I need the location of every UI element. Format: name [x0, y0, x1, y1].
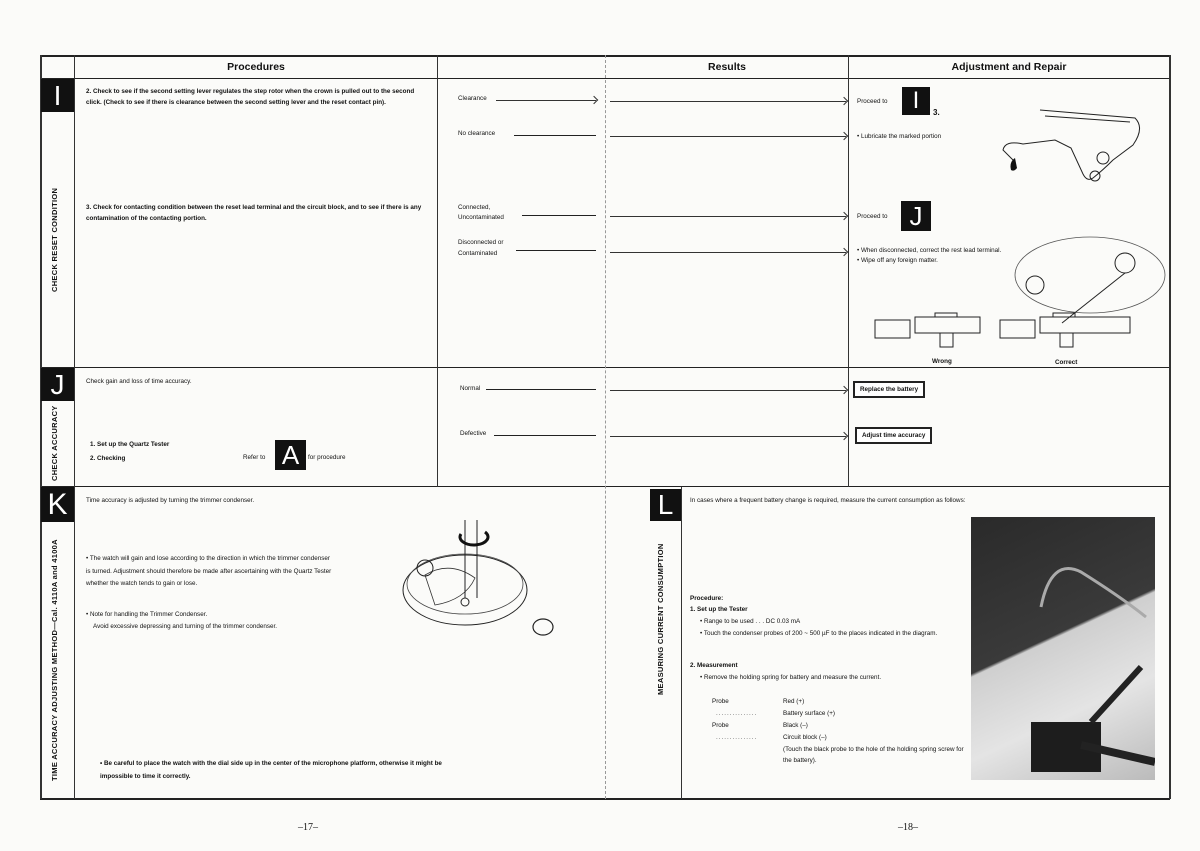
section-l-label-divider	[681, 487, 682, 799]
arrow-disconnected	[610, 252, 846, 253]
line-normal	[486, 389, 596, 390]
line-defective	[494, 435, 596, 436]
replace-battery-box: Replace the battery	[853, 381, 925, 398]
probe-black-note: (Touch the black probe to the hole of the holding spring screw for the battery).	[783, 746, 964, 764]
page-number-right: –18–	[898, 822, 918, 833]
current-measurement-photo	[971, 517, 1155, 780]
procedure-k-intro: Time accuracy is adjusted by turning the trimmer condenser.	[86, 497, 255, 504]
adjust-lubricate: • Lubricate the marked portion	[857, 133, 942, 140]
diagram-label-correct: Correct	[1055, 359, 1078, 366]
left-border	[40, 55, 42, 799]
line-disconnected	[516, 250, 596, 251]
line-no-clearance	[514, 135, 596, 136]
procedure-i-step-3: 3. Check for contacting condition between the reset lead terminal and the circuit block, and to see if there is any contamination of the contacting portion.	[86, 204, 422, 222]
section-badge-k: K	[41, 487, 74, 522]
procedure-k-bullet-1: • The watch will gain and lose according to the direction in which the trimmer condenser is turned. Adjustment should therefore be made after ascertaining with the Quartz Tester whether the watch tends to gain or lose.	[86, 555, 332, 587]
section-label-current-consumption: MEASURING CURRENT CONSUMPTION	[656, 543, 665, 696]
result-connected-1: Connected,	[458, 204, 491, 211]
lever-diagram	[995, 100, 1145, 185]
line-connected	[522, 215, 596, 216]
procedure-i-step-2: 2. Check to see if the second setting lever regulates the step rotor when the crown is pulled out to the second click. (Check to see if there is clearance between the second setting lever and the reset contact pin).	[86, 88, 415, 106]
diagram-label-wrong: Wrong	[932, 358, 952, 365]
proceed-badge-j[interactable]: J	[901, 201, 931, 231]
section-badge-i: I	[41, 79, 74, 112]
trimmer-condenser-diagram	[395, 520, 575, 640]
procedure-result-divider	[437, 55, 438, 487]
label-column-divider	[74, 55, 75, 799]
right-border	[1169, 55, 1171, 799]
line-clearance	[496, 100, 596, 101]
procedure-l-step-2: 2. Measurement	[690, 662, 738, 669]
proceed-badge-i[interactable]: I	[902, 87, 930, 115]
arrow-connected	[610, 216, 846, 217]
probe-black-target: Circuit block (–)	[783, 734, 827, 741]
probe-red-value: Red (+)	[783, 698, 805, 705]
procedure-l-step-1: 1. Set up the Tester	[690, 606, 748, 613]
proceed-step-3: 3.	[933, 108, 940, 117]
procedure-l-title: Procedure:	[690, 595, 724, 602]
movement-contact-diagram	[870, 235, 1170, 365]
procedure-l-intro: In cases where a frequent battery change is required, measure the current consumption as follows:	[690, 497, 966, 504]
adjust-wipe: • Wipe off any foreign matter.	[857, 257, 938, 264]
result-clearance: Clearance	[458, 95, 487, 102]
header-results: Results	[708, 61, 746, 73]
procedure-k-caution: • Be careful to place the watch with the dial side up in the center of the microphone platform, otherwise it might be impossible to time it correctly.	[100, 760, 442, 780]
arrow-no-clearance	[610, 136, 846, 137]
probe-black-label: Probe	[712, 722, 729, 729]
procedure-k-bullet-2: • Note for handling the Trimmer Condenser.	[86, 611, 208, 618]
result-disconnected-1: Disconnected or	[458, 239, 504, 246]
probe-red-target: Battery surface (+)	[783, 710, 835, 717]
procedure-j-step-1: 1. Set up the Quartz Tester	[90, 441, 170, 448]
section-label-time-accuracy: TIME ACCURACY ADJUSTING METHOD—Cal. 4110A and 4100A	[50, 539, 59, 781]
result-no-clearance: No clearance	[458, 130, 496, 137]
procedure-l-remove: • Remove the holding spring for battery and measure the current.	[700, 674, 882, 681]
arrow-normal	[610, 390, 846, 391]
arrow-defective	[610, 436, 846, 437]
section-label-check-accuracy: CHECK ACCURACY	[50, 405, 59, 482]
procedure-j-step-2: 2. Checking	[90, 455, 126, 462]
procedure-l-touch: • Touch the condenser probes of 200 ~ 500 µF to the places indicated in the diagram.	[700, 630, 938, 637]
refer-to-text: Refer to	[243, 454, 266, 461]
header-adjustment: Adjustment and Repair	[951, 61, 1067, 73]
probe-red-dots: ...............	[716, 710, 758, 717]
refer-badge-a[interactable]: A	[275, 440, 306, 470]
section-label-check-reset: CHECK RESET CONDITION	[50, 187, 59, 292]
header-procedures: Procedures	[227, 61, 285, 73]
probe-black-value: Black (–)	[783, 722, 808, 729]
result-adjust-divider	[848, 55, 849, 487]
result-normal: Normal	[460, 385, 481, 392]
result-disconnected-2: Contaminated	[458, 250, 498, 257]
page-spine	[605, 55, 606, 799]
result-defective: Defective	[460, 430, 487, 437]
page-number-left: –17–	[298, 822, 318, 833]
procedure-l-range: • Range to be used . . . DC 0.03 mA	[700, 618, 801, 625]
section-badge-j: J	[41, 368, 74, 401]
adjust-proceed-to: Proceed to	[857, 98, 888, 105]
for-procedure-text: for procedure	[308, 454, 346, 461]
arrow-clearance	[610, 101, 846, 102]
adjust-disconnected-fix: • When disconnected, correct the rest lead terminal.	[857, 247, 1002, 254]
adjust-time-accuracy-box: Adjust time accuracy	[855, 427, 932, 444]
result-connected-2: Uncontaminated	[458, 214, 504, 221]
probe-red-label: Probe	[712, 698, 729, 705]
section-badge-l: L	[650, 489, 681, 521]
probe-black-dots: ...............	[716, 734, 758, 741]
procedure-k-bullet-2-note: Avoid excessive depressing and turning of the trimmer condenser.	[93, 623, 277, 630]
procedure-j-intro: Check gain and loss of time accuracy.	[86, 378, 192, 385]
adjust-proceed-to-2: Proceed to	[857, 213, 888, 220]
